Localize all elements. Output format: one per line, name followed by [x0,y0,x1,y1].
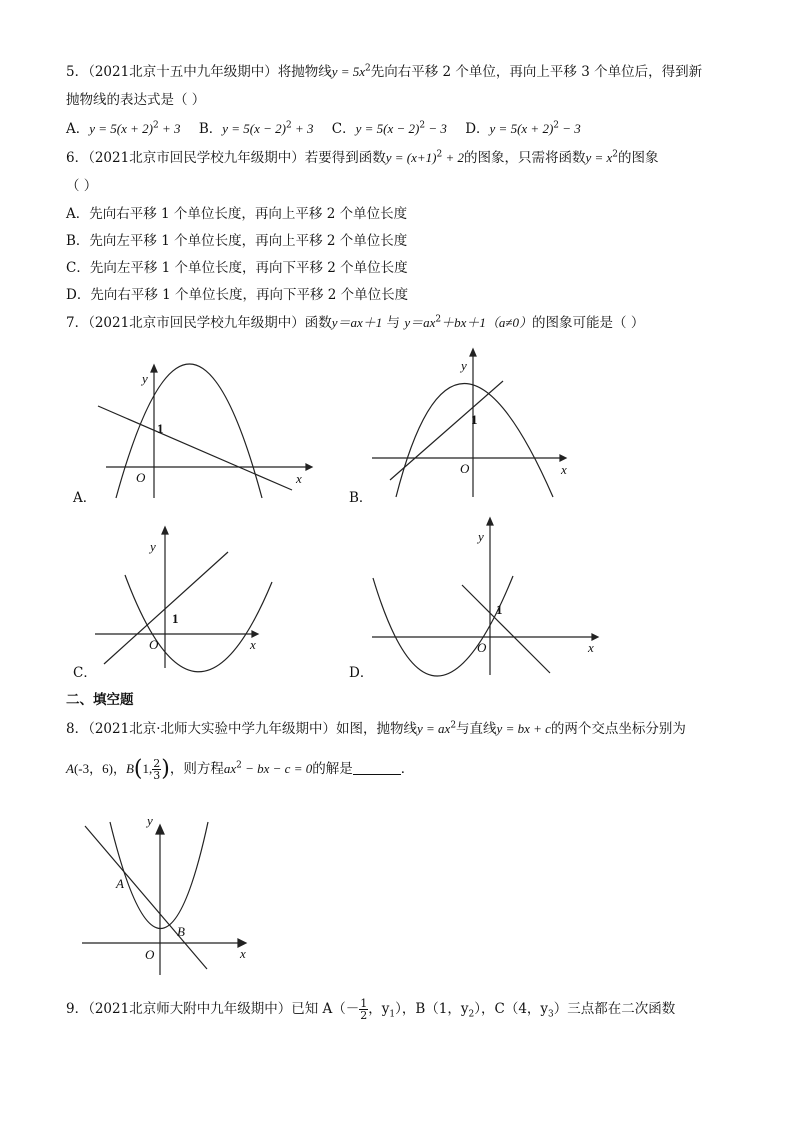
q8-equation-2: y = bx + c [496,721,551,736]
q8-equation-3: ax [223,761,237,776]
graph-d-x-label: x [588,640,594,655]
graph-d-origin: O [477,640,487,655]
graph-c-y-label: y [150,539,156,554]
q7-option-b-label: B． [349,490,373,506]
q8-y-label: y [147,813,153,828]
q8-x-label: x [240,946,246,961]
q6-equation-2: y = x [585,150,613,165]
graph-d-one: 1 [496,602,503,617]
q8-point-a: A(-3，6)， [66,761,126,776]
q7-equation-2: y＝ax [404,315,436,330]
q7-option-c-label: C． [73,665,97,681]
q7-equation-1: y＝ax＋1 [331,315,383,330]
q5-option-b: B．$y = 5(x - 2)^2 + 3$ [198,120,314,137]
graph-c-one: 1 [172,611,179,626]
q5-line2: 抛物线的表达式是（ ） [66,92,206,108]
q6-option-b: B．先向左平移 1 个单位长度，再向上平移 2 个单位长度 [66,233,408,249]
graph-b-y-label: y [461,358,467,373]
q5-stem: 5．（2021北京十五中九年级期中）将抛物线 [66,64,332,80]
q5-stem-cont: 先向右平移 2 个单位，再向上平移 3 个单位后，得到新 [370,64,703,80]
graph-d-y-label: y [478,529,484,544]
q9-fraction: $\frac{1}{2}$ [360,997,368,1022]
q8-y-arrow [156,825,164,834]
q5-equation: y = 5x [331,64,366,79]
graph-c-x-label: x [250,637,256,652]
graph-a-y-label: y [142,371,148,386]
q5-option-a: A．$y = 5(x + 2)^2 + 3$ [66,120,181,137]
q5-option-c: C．$y = 5(x - 2)^2 - 3$ [331,120,447,137]
q6-line2: （ ） [66,178,98,194]
q5-option-d: D．$y = 5(x + 2)^2 - 3$ [465,120,581,137]
graph-a-origin: O [136,470,146,485]
q6-option-c: C．先向左平移 1 个单位长度，再向下平移 2 个单位长度 [66,260,408,276]
graph-b-one: 1 [471,412,478,427]
graph-a-one: 1 [157,421,164,436]
q6-equation-1: y = (x+1) [385,150,437,165]
q6-option-d: D．先向右平移 1 个单位长度，再向下平移 2 个单位长度 [66,287,409,303]
q8-point-b: B [125,761,134,776]
graph-b-x-label: x [561,462,567,477]
q6-stem: 6．（2021北京市回民学校九年级期中）若要得到函数 [66,150,386,166]
graph-b-origin: O [460,461,470,476]
q8-equation-1: y = ax [417,721,451,736]
q8-point-a-label: A [116,876,124,891]
q8-line1: 8．（2021北京·北师大实验中学九年级期中）如图，抛物线$y = ax^2$与直线y = bx + c的两个交点坐标分别为 [66,720,686,737]
q7-option-a-label: A． [73,490,97,506]
graph-a-x-label: x [296,471,302,486]
q8-line2: A(-3，6)，B(1, $\frac{2}{3}$ )，则方程$ax^2$ − bx − c = 0的解是 ． [66,756,415,782]
q7-stem: 7．（2021北京市回民学校九年级期中）函数y＝ax＋1 与 $y=ax^2+bx+1(a\ne 0)$的图象可能是（ ） [66,314,645,331]
q7-option-d-label: D． [349,665,374,681]
section-heading: 二、填空题 [66,692,134,708]
q9-line1: 9．（2021北京师大附中九年级期中）已知 A（－ $\frac{1}{2}$ ，$y_1$），B（1，$y_2$），C（4，$y_3$）三点都在二次函数 [66,997,676,1022]
graph-c-origin: O [149,637,159,652]
q6-option-a: A．先向右平移 1 个单位长度，再向上平移 2 个单位长度 [66,206,408,222]
q6-line1: 6．（2021北京市回民学校九年级期中）若要得到函数$y = (x+1)^2 + 2$的图象，只需将函数$y = x^2$的图象 [66,149,659,166]
q8-point-b-label: B [177,924,185,939]
q5-exponent: 2 [365,63,371,74]
q8-origin: O [145,947,155,962]
q8-fraction: $\frac{2}{3}$ [153,757,161,782]
